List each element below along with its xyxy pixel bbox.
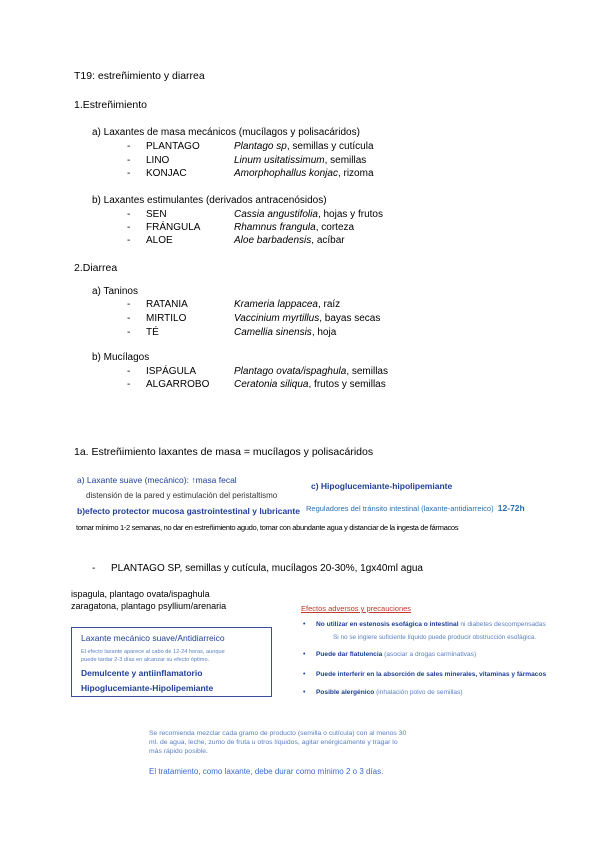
plant-description: Camellia sinensis, hoja xyxy=(234,327,337,338)
plant-name: ALOE xyxy=(146,235,173,246)
footer-text-1: Se recomienda mezclar cada gramo de producto (semilla o cutícula) con al menos 30 xyxy=(149,730,407,737)
footer-text-2: ml. de agua, leche, zumo de fruta u otros líquidos, agitar enérgicamente y tragar lo xyxy=(149,739,398,746)
plant-name: RATANIA xyxy=(146,299,188,310)
plant-description: Rhamnus frangula, corteza xyxy=(234,222,355,233)
plant-name: ISPÁGULA xyxy=(146,366,197,377)
list-dash: - xyxy=(92,563,96,574)
subsection-stimulant-laxatives: b) Laxantes estimulantes (derivados antracenósidos) xyxy=(92,195,327,206)
list-dash: - xyxy=(127,168,131,179)
adverse-item: No utilizar en estenosis esofágica o intestinal ni diabetes descompensadas xyxy=(316,621,546,628)
subsection-bulk-laxatives: a) Laxantes de masa mecánicos (mucílagos y polisacáridos) xyxy=(92,127,360,138)
list-bullet: • xyxy=(303,689,306,696)
adverse-item: Posible alergénico (inhalación polvo de semillas) xyxy=(316,689,463,696)
list-bullet: • xyxy=(303,671,306,678)
list-dash: - xyxy=(127,379,131,390)
list-dash: - xyxy=(127,313,131,324)
adverse-item-note: Si no se ingiere suficiente líquido puede producir obstrucción esofágica. xyxy=(333,634,537,641)
plant-name: PLANTAGO xyxy=(146,141,200,152)
adverse-effects-title: Efectos adversos y precauciones xyxy=(301,604,412,613)
plant-description: Linum usitatissimum, semillas xyxy=(234,155,367,166)
laxative-info-box xyxy=(71,627,272,697)
plantago-synonym-1: ispagula, plantago ovata/ispaghula xyxy=(71,589,210,599)
adverse-item: Puede interferir en la absorción de sales minerales, vitaminas y fármacos xyxy=(316,671,547,678)
plant-name: LINO xyxy=(146,155,170,166)
transit-regulators-line: Reguladores del tránsito intestinal (laxante-antidiarreico) 12-72h xyxy=(306,503,525,513)
mechanical-laxative-line: a) Laxante suave (mecánico): ↑masa fecal xyxy=(77,475,237,485)
list-bullet: • xyxy=(303,651,306,658)
section-heading-diarrhea: 2.Diarrea xyxy=(74,262,118,274)
list-dash: - xyxy=(127,141,131,152)
plant-description: Ceratonia siliqua, frutos y semillas xyxy=(234,379,386,390)
page-title: T19: estreñimiento y diarrea xyxy=(74,70,205,82)
plant-description: Aloe barbadensis, acíbar xyxy=(234,235,345,246)
list-dash: - xyxy=(127,222,131,233)
usage-note: tomar mínimo 1-2 semanas, no dar en estreñimiento agudo, tomar con abundante agua y distanciar de la ingesta de fármacos xyxy=(76,523,459,532)
protective-effect-line: b)efecto protector mucosa gastrointestinal y lubricante xyxy=(77,506,300,516)
adverse-item: Puede dar flatulencia (asociar a drogas carminativas) xyxy=(316,651,477,658)
subsection-tannins: a) Taninos xyxy=(92,286,138,297)
box-text-line-1: El efecto laxante aparece al cabo de 12-24 horas, aunque xyxy=(81,649,225,655)
section-heading-constipation: 1.Estreñimiento xyxy=(74,99,147,111)
plant-name: ALGARROBO xyxy=(146,379,210,390)
plant-description: Plantago ovata/ispaghula, semillas xyxy=(234,366,388,377)
plant-description: Vaccinium myrtillus, bayas secas xyxy=(234,313,381,324)
box-demulcent: Demulcente y antiinflamatorio xyxy=(81,668,203,678)
plant-description: Krameria lappacea, raíz xyxy=(234,299,341,310)
list-bullet: • xyxy=(303,621,306,628)
list-dash: - xyxy=(127,155,131,166)
plant-name: SEN xyxy=(146,209,167,220)
footer-text-3: más rápido posible. xyxy=(149,748,208,755)
hypoglycemic-line: c) Hipoglucemiante-hipolipemiante xyxy=(311,481,453,491)
list-dash: - xyxy=(127,366,131,377)
plant-name: FRÁNGULA xyxy=(146,222,201,233)
plantago-heading: PLANTAGO SP, semillas y cutícula, mucílagos 20-30%, 1gx40ml agua xyxy=(111,563,423,574)
section-heading-bulk-laxatives: 1a. Estreñimiento laxantes de masa = mucílagos y polisacáridos xyxy=(74,446,374,458)
plant-description: Amorphophallus konjac, rizoma xyxy=(234,168,374,179)
plant-name: TÉ xyxy=(146,327,159,338)
plantago-synonym-2: zaragatona, plantago psyllium/arenaria xyxy=(71,601,227,611)
box-text-line-2: puede tardar 2-3 días en alcanzar su efecto óptimo. xyxy=(81,657,210,663)
distension-line: distensión de la pared y estimulación del peristaltismo xyxy=(86,491,278,500)
box-title: Laxante mecánico suave/Antidiarreico xyxy=(81,633,225,643)
plant-description: Cassia angustifolia, hojas y frutos xyxy=(234,209,383,220)
footer-text-4: El tratamiento, como laxante, debe durar como mínimo 2 o 3 días. xyxy=(149,767,384,776)
list-dash: - xyxy=(127,235,131,246)
box-hypoglycemic: Hipoglucemiante-Hipolipemiante xyxy=(81,683,214,693)
list-dash: - xyxy=(127,209,131,220)
list-dash: - xyxy=(127,327,131,338)
plant-name: MIRTILO xyxy=(146,313,187,324)
subsection-mucilages: b) Mucílagos xyxy=(92,352,150,363)
plant-description: Plantago sp, semillas y cutícula xyxy=(234,141,374,152)
list-dash: - xyxy=(127,299,131,310)
plant-name: KONJAC xyxy=(146,168,187,179)
